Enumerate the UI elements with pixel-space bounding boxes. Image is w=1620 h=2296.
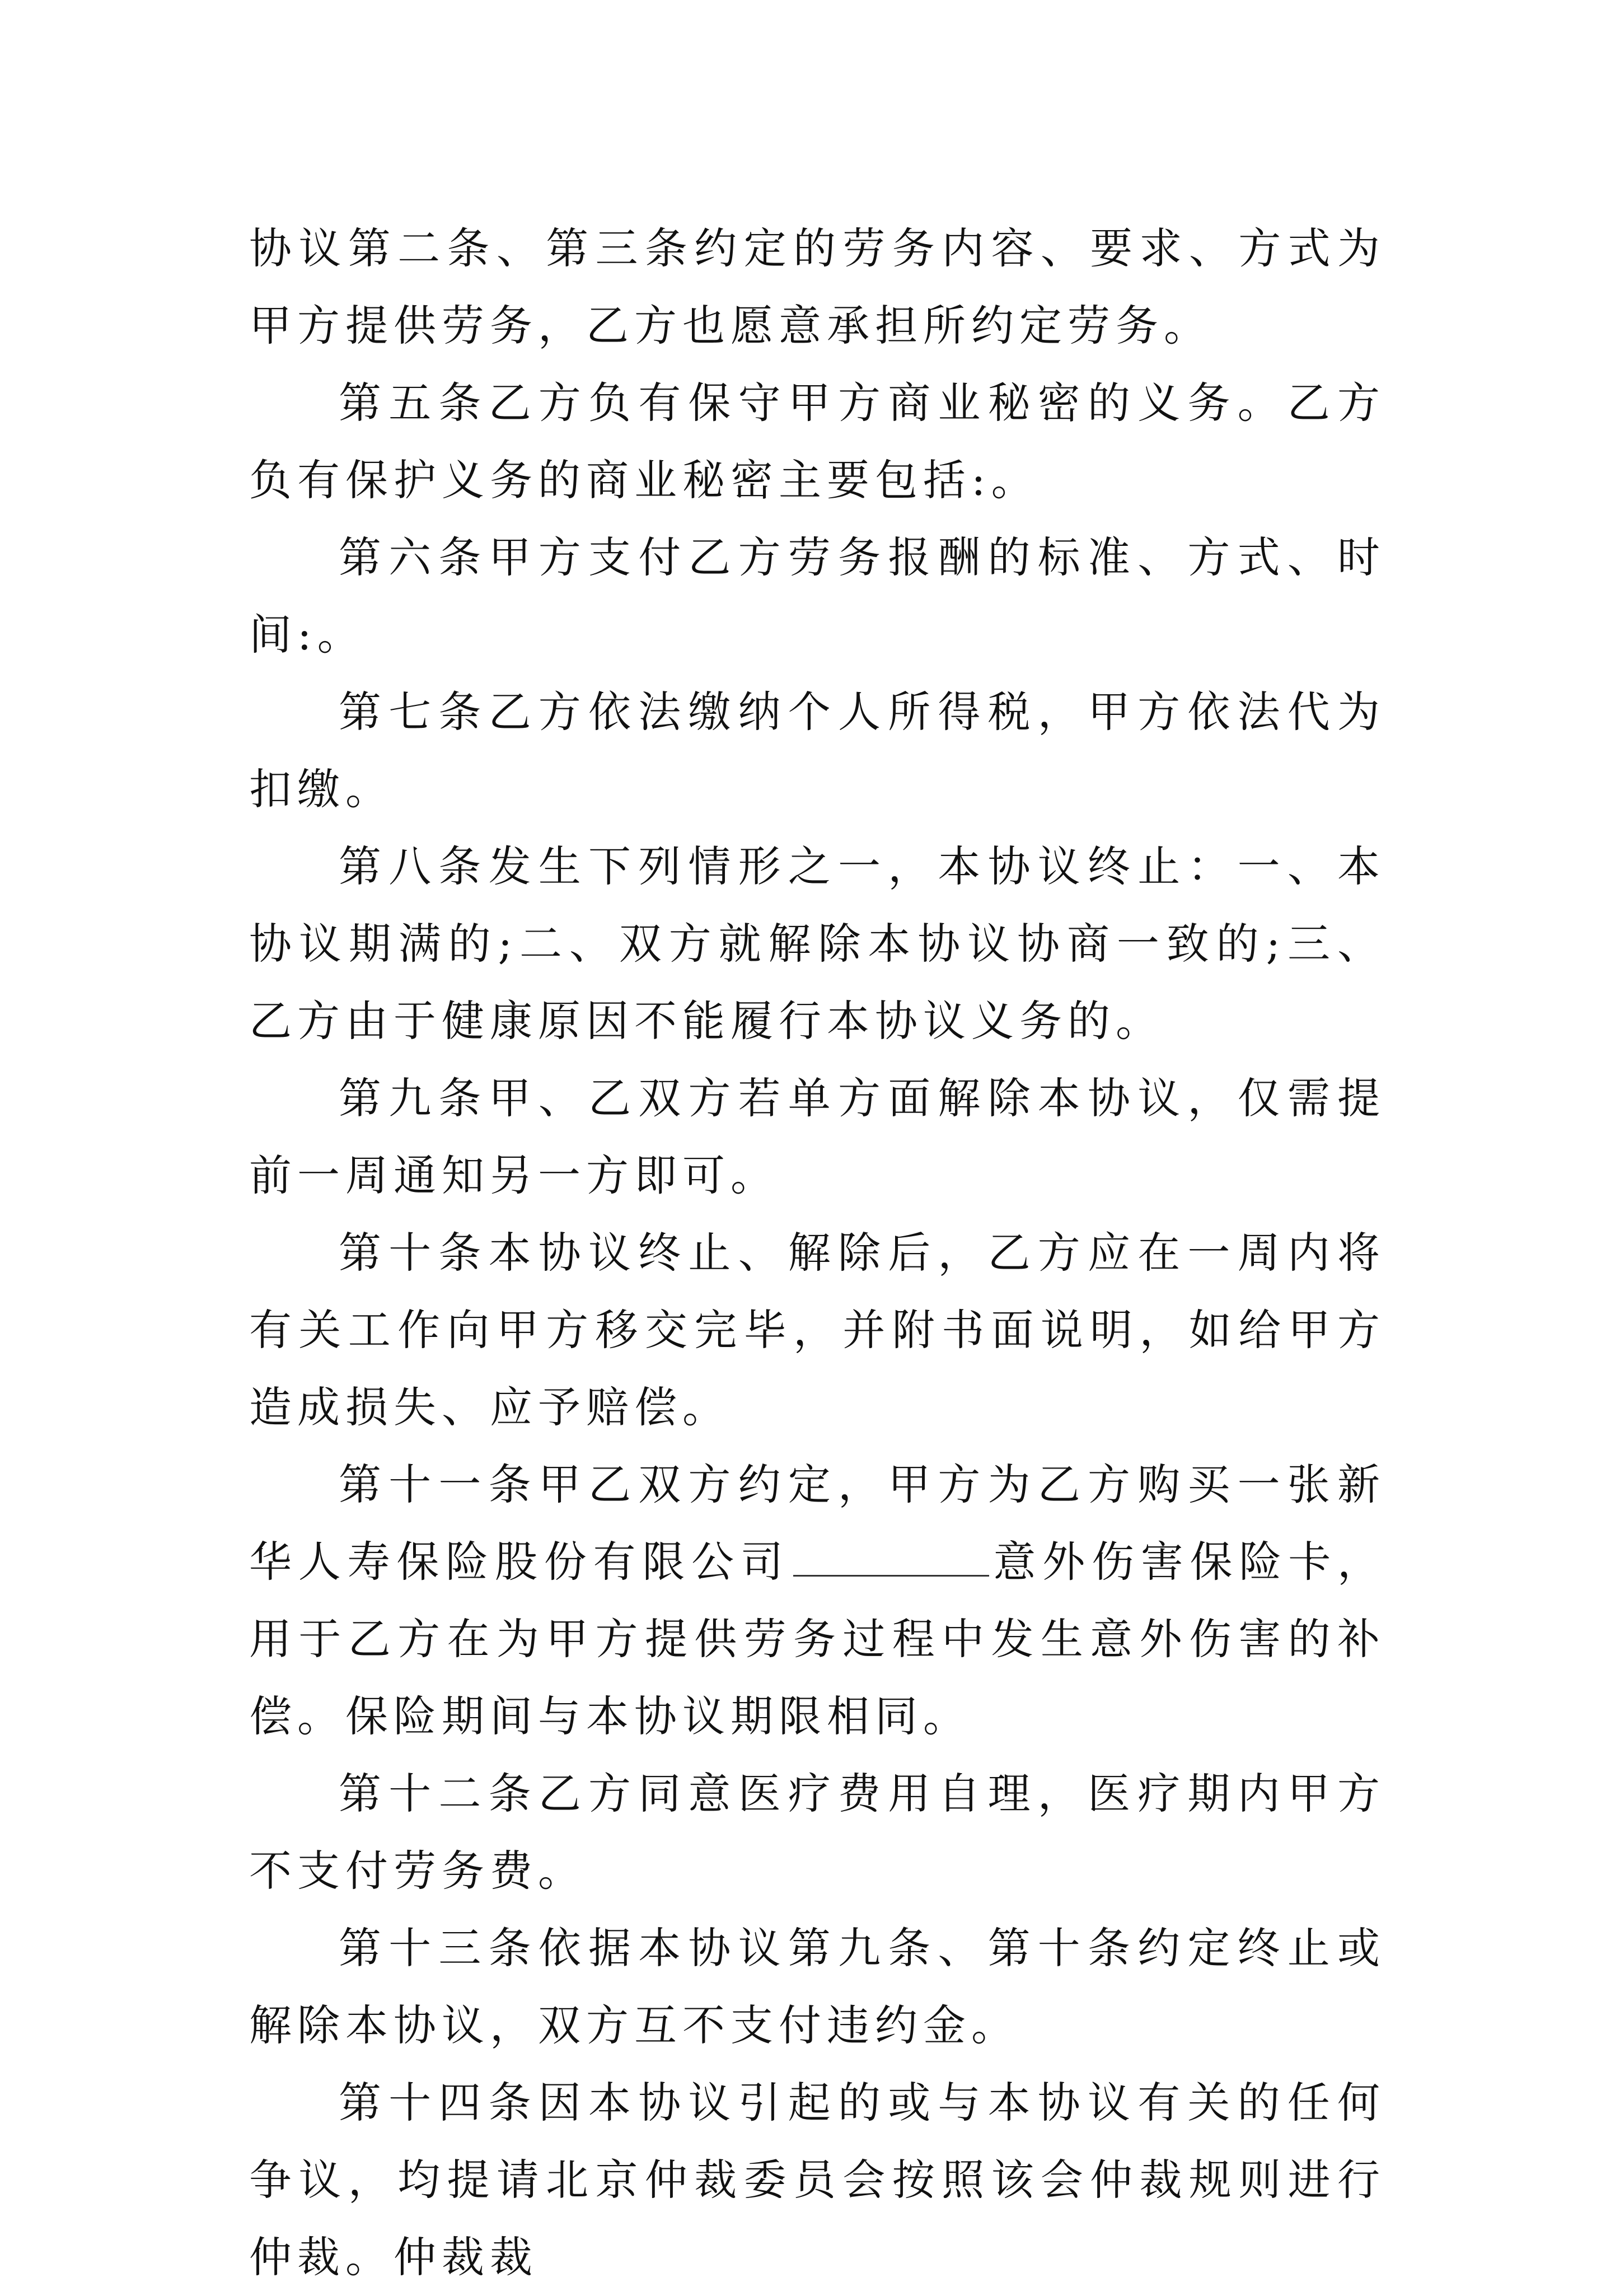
paragraph-article-10: 第十条本协议终止、解除后，乙方应在一周内将有关工作向甲方移交完毕，并附书面说明，如给甲方造成损失、应予赔偿。 bbox=[249, 1228, 1385, 1432]
paragraph-article-14: 第十四条因本协议引起的或与本协议有关的任何争议，均提请北京仲裁委员会按照该会仲裁规则进行仲裁。仲裁裁 bbox=[249, 2078, 1385, 2282]
paragraph-article-7: 第七条乙方依法缴纳个人所得税，甲方依法代为扣缴。 bbox=[249, 687, 1385, 814]
paragraph-article-11 bbox=[249, 1446, 1385, 1755]
article-11-text-before-blank: 第十一条甲乙双方约定，甲方为乙方购买一张新华人寿保险股份有限公司 bbox=[249, 1460, 1385, 1587]
paragraph-article-5: 第五条乙方负有保守甲方商业秘密的义务。乙方负有保护义务的商业秘密主要包括:。 bbox=[249, 378, 1385, 505]
paragraph-article-6: 第六条甲方支付乙方劳务报酬的标准、方式、时间:。 bbox=[249, 532, 1385, 660]
document-body bbox=[249, 210, 1385, 2296]
insurance-card-blank-line bbox=[793, 1538, 989, 1577]
paragraph-continuation: 协议第二条、第三条约定的劳务内容、要求、方式为甲方提供劳务，乙方也愿意承担所约定劳务。 bbox=[249, 223, 1385, 350]
paragraph-article-13: 第十三条依据本协议第九条、第十条约定终止或解除本协议，双方互不支付违约金。 bbox=[249, 1923, 1385, 2050]
paragraph-article-12: 第十二条乙方同意医疗费用自理，医疗期内甲方不支付劳务费。 bbox=[249, 1769, 1385, 1896]
paragraph-article-9: 第九条甲、乙双方若单方面解除本协议，仅需提前一周通知另一方即可。 bbox=[249, 1073, 1385, 1200]
paragraph-article-8: 第八条发生下列情形之一，本协议终止：一、本协议期满的;二、双方就解除本协议协商一致的;三、乙方由于健康原因不能履行本协议义务的。 bbox=[249, 841, 1385, 1046]
article-11-text-after-blank: 意外伤害保险卡，用于乙方在为甲方提供劳务过程中发生意外伤害的补偿。保险期间与本协议期限相同。 bbox=[249, 1537, 1386, 1741]
